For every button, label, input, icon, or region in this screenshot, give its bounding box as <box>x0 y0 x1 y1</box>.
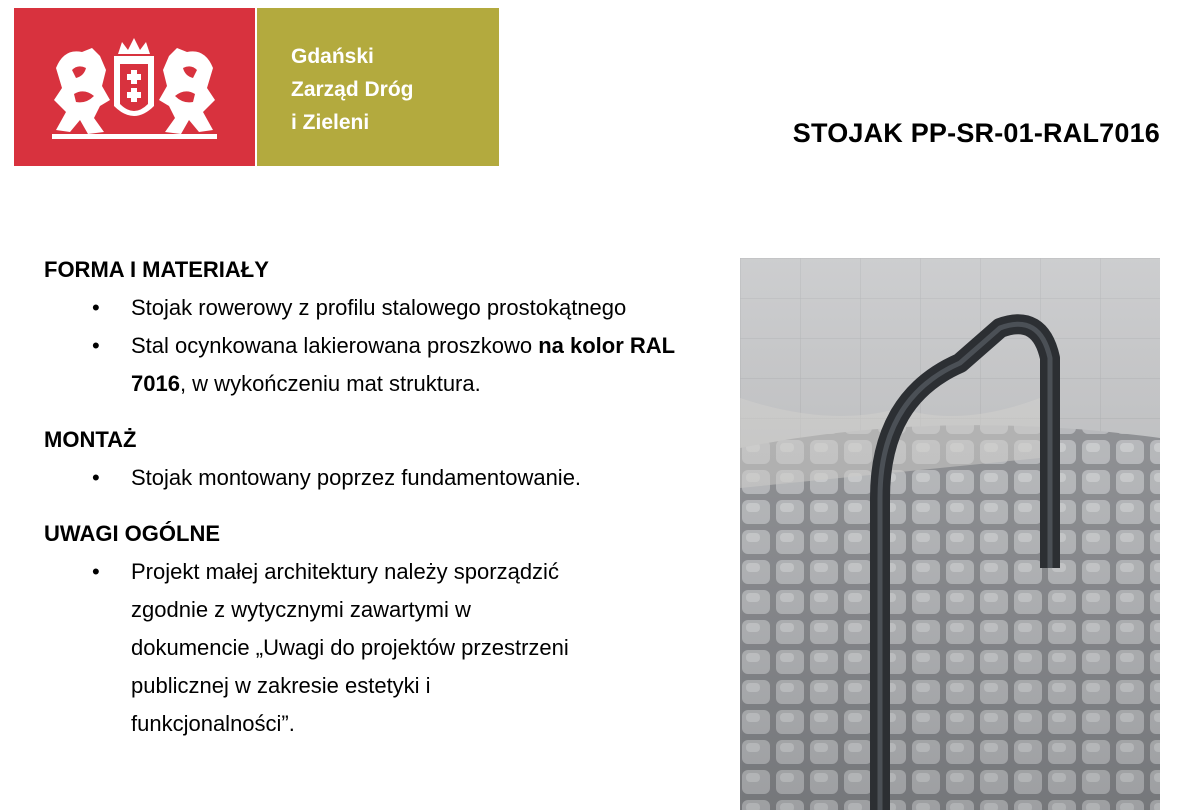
bike-rack-image <box>740 258 1160 810</box>
bullet-list <box>44 459 734 497</box>
bullet-text-bold: na kolor RAL 7016 <box>131 333 675 396</box>
bullet-icon: • <box>92 333 100 358</box>
section-forma-i-materialy <box>44 255 734 403</box>
bullet-item <box>44 553 734 743</box>
bullet-text: Stojak rowerowy z profilu stalowego prostokątnego <box>131 295 627 320</box>
bullet-item <box>44 289 734 327</box>
section-montaz <box>44 425 734 497</box>
bullet-list <box>44 289 734 403</box>
bullet-icon: • <box>92 465 100 490</box>
logo-line: Gdański <box>291 45 374 68</box>
logo-emblem-panel <box>14 8 255 166</box>
section-heading: UWAGI OGÓLNE <box>44 521 220 546</box>
document-body <box>44 255 734 765</box>
section-uwagi-ogolne <box>44 519 734 743</box>
bullet-text: Stal ocynkowana lakierowana proszkowo <box>131 333 539 358</box>
bullet-text: Stojak montowany poprzez fundamentowanie. <box>131 465 582 490</box>
bullet-text: , w wykończeniu mat struktura. <box>179 371 481 396</box>
bike-rack-photo <box>740 258 1160 810</box>
document-title: STOJAK PP-SR-01-RAL7016 <box>792 118 1160 148</box>
bullet-item <box>44 459 734 497</box>
section-heading: MONTAŻ <box>44 427 137 452</box>
section-heading: FORMA I MATERIAŁY <box>44 257 269 282</box>
logo-line: i Zieleni <box>291 111 370 134</box>
bullet-item <box>44 327 734 403</box>
logo-line: Zarząd Dróg <box>291 78 414 101</box>
bullet-list <box>44 553 734 743</box>
bullet-icon: • <box>92 295 100 320</box>
gdansk-coat-of-arms-icon <box>14 8 255 166</box>
bullet-icon: • <box>92 559 100 584</box>
bullet-text: Projekt małej architektury należy sporządzić zgodnie z wytycznymi zawartymi w dokumencie „Uwagi do projektów przestrzeni publicznej w zakresie estetyki i funkcjonalności”. <box>131 559 569 736</box>
logo-organization-name <box>291 40 414 139</box>
